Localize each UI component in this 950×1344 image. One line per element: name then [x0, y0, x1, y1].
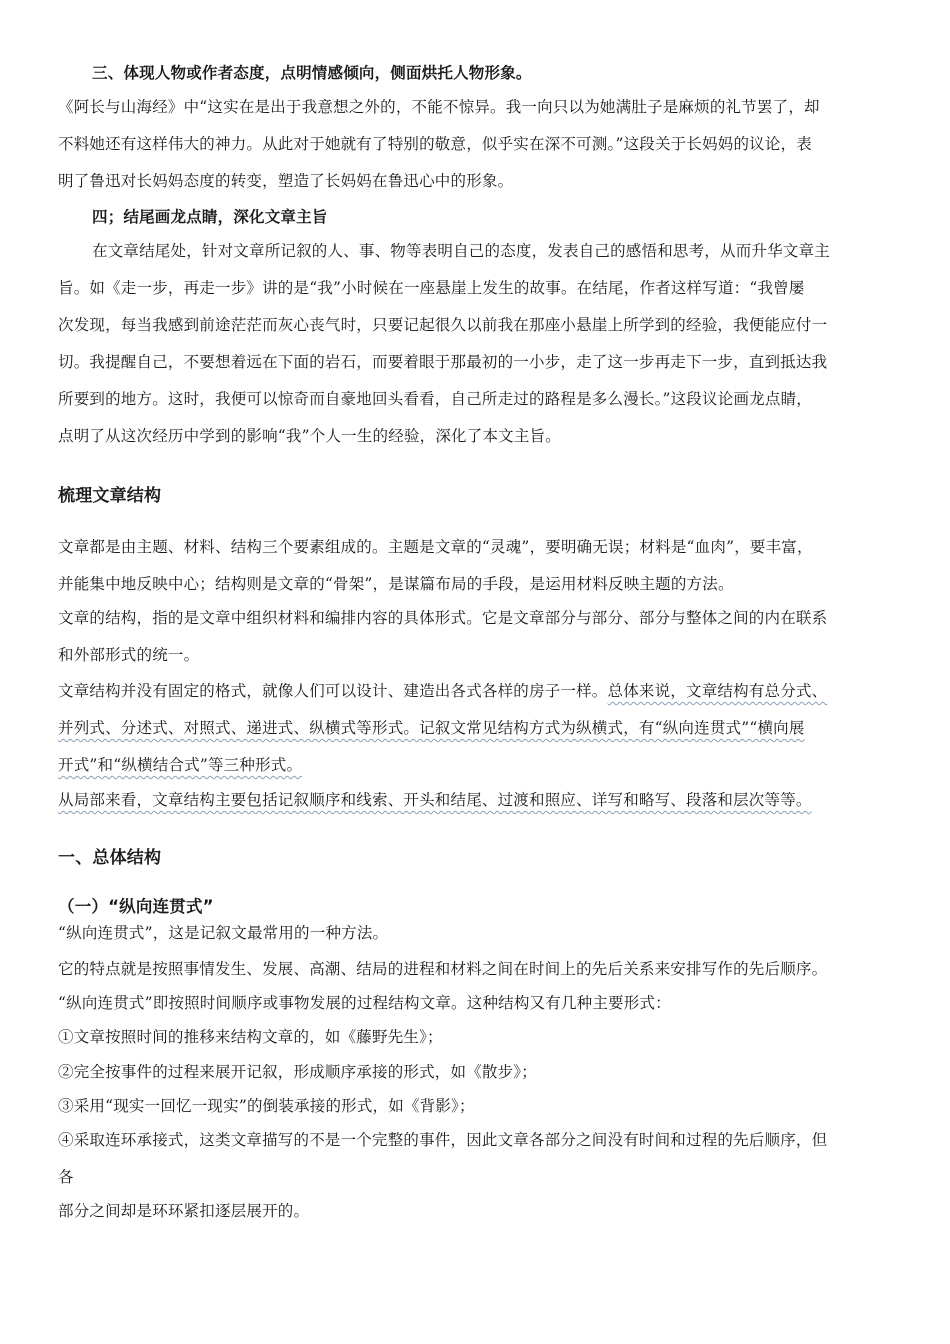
paragraph-line: 在文章结尾处，针对文章所记叙的人、事、物等表明自己的态度，发表自己的感悟和思考，从而升华文章主: [92, 242, 830, 260]
paragraph-line: 并能集中地反映中心；结构则是文章的“骨架”，是谋篇布局的手段，是运用材料反映主题的方法。: [58, 575, 734, 593]
paragraph-line: 所要到的地方。这时，我便可以惊奇而自豪地回头看看，自己所走过的路程是多么漫长。”这段议论画龙点睛，: [58, 390, 812, 408]
paragraph-line: “纵向连贯式”，这是记叙文最常用的一种方法。: [58, 924, 389, 942]
structure-heading: 梳理文章结构: [58, 486, 162, 506]
section-three-heading: 三、体现人物或作者态度，点明情感倾向，侧面烘托人物形象。: [92, 64, 532, 82]
paragraph-line: 切。我提醒自己，不要想着远在下面的岩石，而要着眼于那最初的一小步，走了这一步再走下一步，直到抵达我: [58, 353, 828, 371]
paragraph-line: “纵向连贯式”即按照时间顺序或事物发展的过程结构文章。这种结构又有几种主要形式：: [58, 994, 671, 1012]
list-item: ②完全按事件的过程来展开记叙，形成顺序承接的形式，如《散步》；: [58, 1063, 537, 1081]
list-item: ①文章按照时间的推移来结构文章的，如《藤野先生》；: [58, 1028, 443, 1046]
paragraph-line: 和外部形式的统一。: [58, 646, 200, 664]
paragraph-line: 旨。如《走一步，再走一步》讲的是“我”小时候在一座悬崖上发生的故事。在结尾，作者这样写道：“我曾屡: [58, 279, 805, 297]
paragraph-line: [58, 681, 827, 701]
paragraph-line: 次发现，每当我感到前途茫茫而灰心丧气时，只要记起很久以前我在那座小悬崖上所学到的经验，我便能应付一: [58, 316, 828, 334]
paragraph-line: 文章都是由主题、材料、结构三个要素组成的。主题是文章的“灵魂”，要明确无误；材料是“血肉”，要丰富，: [58, 538, 813, 556]
paragraph-line: 点明了从这次经历中学到的影响“我”个人一生的经验，深化了本文主旨。: [58, 427, 561, 445]
wavy-underlined-text: 总体来说，文章结构有总分式、: [607, 682, 828, 700]
paragraph-line: 文章的结构，指的是文章中组织材料和编排内容的具体形式。它是文章部分与部分、部分与整体之间的内在联系: [58, 609, 828, 627]
wavy-underlined-line: 并列式、分述式、对照式、递进式、纵横式等形式。记叙文常见结构方式为纵横式，有“纵向连贯式”“横向展: [58, 719, 805, 737]
list-item-continuation: 各: [58, 1168, 74, 1186]
paragraph-text: 文章结构并没有固定的格式，就像人们可以设计、建造出各式各样的房子一样。: [58, 682, 608, 700]
paragraph-line: 明了鲁迅对长妈妈态度的转变，塑造了长妈妈在鲁迅心中的形象。: [58, 172, 514, 190]
subsection-heading: （一）“纵向连贯式”: [58, 897, 214, 916]
wavy-underlined-line: 开式”和“纵横结合式”等三种形式。: [58, 756, 303, 774]
paragraph-line: 不料她还有这样伟大的神力。从此对于她就有了特别的敬意，似乎实在深不可测。”这段关于长妈妈的议论，表: [58, 135, 812, 153]
list-item-continuation: 部分之间却是环环紧扣逐层展开的。: [58, 1202, 310, 1220]
section-four-heading: 四；结尾画龙点睛，深化文章主旨: [92, 208, 328, 226]
list-item: ④采取连环承接式，这类文章描写的不是一个完整的事件，因此文章各部分之间没有时间和过程的先后顺序，但: [58, 1131, 828, 1149]
wavy-underlined-line: 从局部来看，文章结构主要包括记叙顺序和线索、开头和结尾、过渡和照应、详写和略写、段落和层次等等。: [58, 791, 812, 809]
paragraph-line: 它的特点就是按照事情发生、发展、高潮、结局的进程和材料之间在时间上的先后关系来安排写作的先后顺序。: [58, 960, 828, 978]
paragraph-line: 《阿长与山海经》中“这实在是出于我意想之外的，不能不惊异。我一向只以为她满肚子是麻烦的礼节罢了，却: [58, 98, 820, 116]
overall-structure-heading: 一、总体结构: [58, 848, 162, 868]
list-item: ③采用“现实一回忆一现实”的倒装承接的形式，如《背影》；: [58, 1097, 475, 1115]
